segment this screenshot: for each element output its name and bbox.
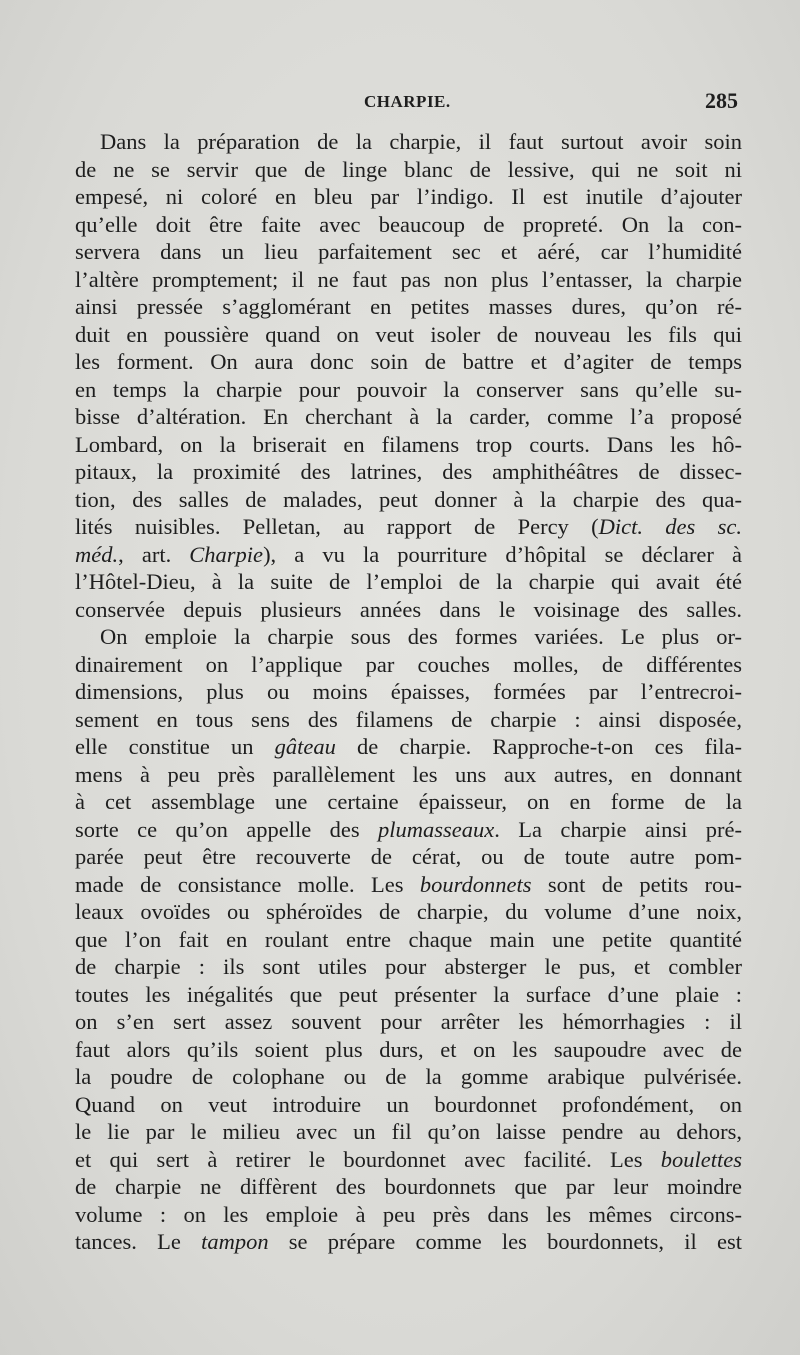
text-line [75, 1036, 742, 1064]
text-segment: l’altère promptement; il ne faut pas non plus l’entasser, la charpie [75, 266, 742, 292]
text-line [75, 486, 742, 514]
text-segment: se prépare comme les bourdonnets, il est [268, 1229, 742, 1254]
italic-text: tampon [201, 1229, 269, 1254]
text-line [75, 1201, 742, 1229]
text-line [75, 871, 742, 899]
text-line [75, 678, 742, 706]
italic-text: méd. [75, 541, 119, 567]
text-segment: , art. [118, 541, 190, 567]
text-segment: dinairement on l’applique par couches molles, de différentes [75, 651, 742, 677]
text-line [75, 431, 742, 459]
text-line [75, 1146, 742, 1174]
text-segment: ), a vu la pourriture d’hôpital se déclarer à [263, 541, 742, 567]
text-line [75, 953, 742, 981]
text-segment: Lombard, on la briserait en filamens trop courts. Dans les hô- [75, 431, 742, 457]
text-segment: bisse d’altération. En cherchant à la carder, comme l’a proposé [75, 404, 742, 429]
text-segment: qu’elle doit être faite avec beaucoup de propreté. On la con- [75, 211, 742, 237]
text-segment: que l’on fait en roulant entre chaque main une petite quantité [75, 926, 742, 952]
italic-text: Charpie [189, 541, 264, 567]
text-segment: On emploie la charpie sous des formes variées. Le plus or- [100, 624, 742, 649]
text-segment: les forment. On aura donc soin de battre et d’agiter de temps [75, 349, 742, 374]
text-line [75, 348, 742, 376]
text-line [75, 1063, 742, 1091]
text-line [75, 733, 742, 761]
text-line [75, 596, 742, 624]
text-line [75, 761, 742, 789]
text-line [75, 651, 742, 679]
text-line [75, 1091, 742, 1119]
text-line [75, 1118, 742, 1146]
text-segment: on s’en sert assez souvent pour arrêter les hémorrhagies : il [75, 1009, 742, 1034]
text-line [75, 1173, 742, 1201]
text-segment: servera dans un lieu parfaitement sec et aéré, car l’humidité [75, 239, 742, 264]
text-segment: lités nuisibles. Pelletan, au rapport de Percy ( [75, 514, 599, 539]
text-segment: tion, des salles de malades, peut donner à la charpie des qua- [75, 486, 742, 512]
text-segment: conservée depuis plusieurs années dans le voisinage des salles. [75, 596, 742, 622]
text-segment: . La charpie ainsi pré- [494, 816, 742, 842]
text-line [75, 321, 742, 349]
text-segment: le lie par le milieu avec un fil qu’on laisse pendre au dehors, [75, 1119, 742, 1144]
text-segment: tances. Le [75, 1229, 202, 1254]
text-segment: parée peut être recouverte de cérat, ou de toute autre pom- [75, 844, 742, 869]
running-title: CHARPIE. [364, 92, 451, 111]
text-segment: sorte ce qu’on appelle des [75, 816, 378, 842]
text-segment: de ne se servir que de linge blanc de lessive, qui ne soit ni [75, 156, 742, 182]
text-segment: à cet assemblage une certaine épaisseur, on en forme de la [75, 789, 742, 814]
text-segment: la poudre de colophane ou de la gomme arabique pulvérisée. [75, 1064, 742, 1089]
text-segment: ainsi pressée s’agglomérant en petites masses dures, qu’on ré- [75, 294, 742, 319]
text-line [75, 211, 742, 239]
text-line [75, 403, 742, 431]
text-line [75, 898, 742, 926]
text-line [75, 458, 742, 486]
text-line [75, 541, 742, 569]
text-line [75, 1228, 742, 1256]
text-line [75, 238, 742, 266]
italic-text: plumasseaux [378, 816, 495, 842]
text-segment: de charpie. Rapproche-t-on ces fila- [335, 734, 742, 759]
text-segment: Dans la préparation de la charpie, il faut surtout avoir soin [100, 129, 742, 154]
text-segment: made de consistance molle. Les [75, 871, 420, 897]
italic-text: boulettes [660, 1146, 742, 1172]
italic-text: bourdonnets [419, 871, 532, 897]
text-segment: Quand on veut introduire un bourdonnet profondément, on [75, 1091, 742, 1117]
text-segment: toutes les inégalités que peut présenter la surface d’une plaie : [75, 981, 742, 1007]
text-line [75, 376, 742, 404]
text-segment: leaux ovoïdes ou sphéroïdes de charpie, du volume d’une noix, [75, 899, 742, 924]
text-line [75, 623, 742, 651]
text-line [75, 843, 742, 871]
text-line [75, 926, 742, 954]
text-line [75, 156, 742, 184]
text-segment: l’Hôtel-Dieu, à la suite de l’emploi de la charpie qui avait été [75, 569, 742, 594]
text-line [75, 981, 742, 1009]
text-segment: et qui sert à retirer le bourdonnet avec facilité. Les [75, 1146, 661, 1172]
text-line [75, 568, 742, 596]
text-line [75, 183, 742, 211]
text-line [75, 293, 742, 321]
body-text [75, 128, 742, 1256]
text-segment: pitaux, la proximité des latrines, des amphithéâtres de dissec- [75, 459, 742, 484]
text-line [75, 788, 742, 816]
text-segment: en temps la charpie pour pouvoir la conserver sans qu’elle su- [75, 376, 742, 402]
text-segment: de charpie : ils sont utiles pour absterger le pus, et combler [75, 954, 742, 979]
text-segment: mens à peu près parallèlement les uns aux autres, en donnant [75, 761, 742, 787]
text-line [75, 128, 742, 156]
text-segment: duit en poussière quand on veut isoler de nouveau les fils qui [75, 321, 742, 347]
text-segment: de charpie ne diffèrent des bourdonnets que par leur moindre [75, 1174, 742, 1199]
text-line [75, 706, 742, 734]
text-segment: dimensions, plus ou moins épaisses, formées par l’entrecroi- [75, 679, 742, 704]
italic-text: Dict. des sc. [598, 514, 742, 539]
text-segment: faut alors qu’ils soient plus durs, et on les saupoudre avec de [75, 1036, 742, 1062]
page-number: 285 [705, 88, 738, 113]
text-line [75, 266, 742, 294]
text-segment: volume : on les emploie à peu près dans les mêmes circons- [75, 1201, 742, 1227]
text-line [75, 1008, 742, 1036]
text-segment: empesé, ni coloré en bleu par l’indigo. Il est inutile d’ajouter [75, 184, 742, 209]
text-segment: sont de petits rou- [531, 871, 742, 897]
page-header [0, 88, 800, 118]
text-line [75, 816, 742, 844]
text-segment: elle constitue un [75, 734, 275, 759]
italic-text: gâteau [274, 734, 336, 759]
text-line [75, 513, 742, 541]
text-segment: sement en tous sens des filamens de charpie : ainsi disposée, [75, 706, 742, 732]
